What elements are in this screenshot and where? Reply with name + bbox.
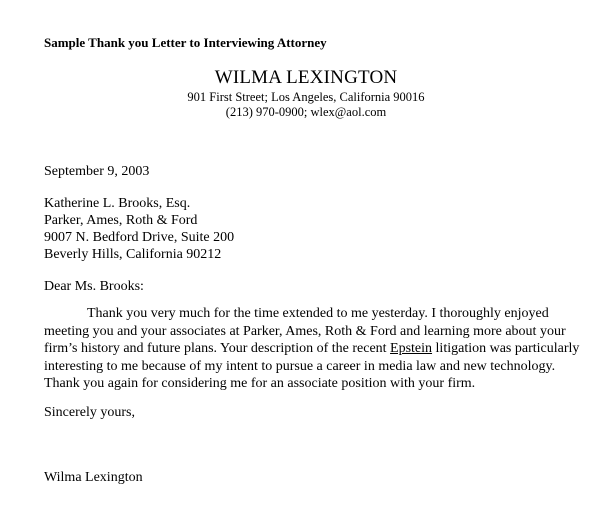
signature-name: Wilma Lexington <box>44 470 143 485</box>
recipient-city: Beverly Hills, California 90212 <box>44 247 222 262</box>
body-line: Thank you very much for the time extended to me yesterday. I thoroughly enjoyed <box>87 306 549 321</box>
body-line: Thank you again for considering me for an associate position with your firm. <box>44 376 476 392</box>
body-line <box>44 340 579 358</box>
recipient-name: Katherine L. Brooks, Esq. <box>44 196 191 211</box>
salutation: Dear Ms. Brooks: <box>44 279 144 294</box>
letter-body <box>44 305 579 393</box>
body-text: firm’s history and future plans. Your description of the recent <box>44 341 391 357</box>
body-text: litigation was particularly <box>432 341 580 357</box>
document-title: Sample Thank you Letter to Interviewing Attorney <box>44 35 327 50</box>
recipient-firm: Parker, Ames, Roth & Ford <box>44 213 198 228</box>
closing: Sincerely yours, <box>44 405 135 420</box>
body-line: interesting to me because of my intent to pursue a career in media law and new technology. <box>44 358 556 374</box>
case-name-underlined: Epstein <box>390 341 433 357</box>
body-line: meeting you and your associates at Parker, Ames, Roth & Ford and learning more about your <box>44 323 566 339</box>
recipient-street: 9007 N. Bedford Drive, Suite 200 <box>44 230 235 245</box>
sender-name: WILMA LEXINGTON <box>214 67 398 88</box>
sender-address: 901 First Street; Los Angeles, California 90016 <box>187 90 425 104</box>
letter-date: September 9, 2003 <box>44 164 150 179</box>
sender-contact: (213) 970-0900; wlex@aol.com <box>225 105 387 119</box>
